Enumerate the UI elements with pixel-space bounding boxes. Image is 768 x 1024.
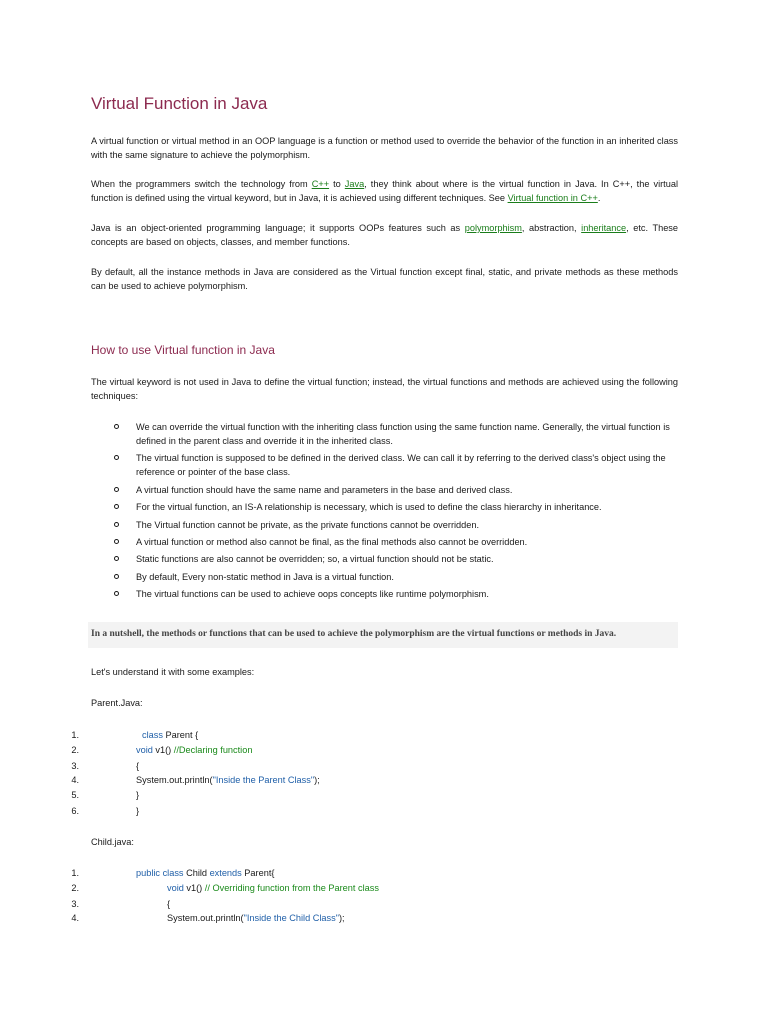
code-line: 1. class Parent { [0,730,768,744]
nutshell-text: In a nutshell, the methods or functions that can be used to achieve the polymorphism are the virtual functions or methods in Java. [91,629,617,639]
code-line: 4. System.out.println("Inside the Child Class"); [0,913,768,927]
techniques-list [112,420,678,605]
link-virtual-function-cpp[interactable]: Virtual function in C++ [507,193,598,203]
code-line: 3. { [0,761,768,775]
bullet-icon [114,539,119,544]
bullet-icon [114,424,119,429]
code-string: "Inside the Child Class" [243,913,339,923]
parent-file-label: Parent.Java: [91,698,143,708]
code-keyword: void [167,883,184,893]
list-item: A virtual function should have the same name and parameters in the base and derived class. [112,483,678,497]
line-number: 3. [71,761,79,771]
code-keyword: extends [209,868,242,878]
line-number: 6. [71,806,79,816]
list-item: Static functions are also cannot be overridden; so, a virtual function should not be static. [112,552,678,566]
intro-paragraph-2: When the programmers switch the technology from C++ to Java, they think about where is the virtual function in Java. In C++, the virtual function is defined using the virtual keyword, but in Java, it is achieved using different techniques. See Virtual function in C++. [91,179,678,203]
link-java[interactable]: Java [344,179,365,189]
child-file-label: Child.java: [91,837,134,847]
list-item: The virtual function is supposed to be defined in the derived class. We can call it by referring to the derived class's object using the reference or pointer of the base class. [112,451,678,479]
section-lead-paragraph: The virtual keyword is not used in Java to define the virtual function; instead, the virtual functions and methods are achieved using the following techniques: [91,377,678,401]
code-keyword: class [162,868,184,878]
code-comment: //Declaring function [173,745,253,755]
code-line: 6. } [0,806,768,820]
bullet-icon [114,487,119,492]
code-line: 2. void v1() //Declaring function [0,745,768,759]
bullet-icon [114,455,119,460]
list-item: A virtual function or method also cannot be final, as the final methods also cannot be overridden. [112,535,678,549]
line-number: 1. [71,730,79,740]
line-number: 1. [71,868,79,878]
list-item: The Virtual function cannot be private, as the private functions cannot be overridden. [112,518,678,532]
link-cpp[interactable]: C++ [311,179,330,189]
line-number: 2. [71,745,79,755]
code-keyword: void [136,745,153,755]
link-inheritance[interactable]: inheritance [581,223,627,233]
line-number: 3. [71,899,79,909]
intro-paragraph-4: By default, all the instance methods in Java are considered as the Virtual function except final, static, and private methods as these methods can be used to achieve polymorphism. [91,267,678,291]
code-comment: // Overriding function from the Parent class [204,883,379,893]
list-item: For the virtual function, an IS-A relationship is necessary, which is used to define the class hierarchy in inheritance. [112,500,678,514]
code-line: 4. System.out.println("Inside the Parent Class"); [0,775,768,789]
bullet-icon [114,556,119,561]
code-line: 1. public class Child extends Parent{ [0,868,768,882]
line-number: 2. [71,883,79,893]
link-polymorphism[interactable]: polymorphism [464,223,522,233]
intro-paragraph-3: Java is an object-oriented programming language; it supports OOPs features such as polymorphism, abstraction, inheritance, etc. These concepts are based on objects, classes, and member functions. [91,223,679,247]
code-string: "Inside the Parent Class" [212,775,315,785]
page-title: Virtual Function in Java [91,94,268,113]
bullet-icon [114,504,119,509]
code-keyword: class [142,730,163,740]
code-line: 2. void v1() // Overriding function from the Parent class [0,883,768,897]
bullet-icon [114,522,119,527]
bullet-icon [114,574,119,579]
nutshell-callout [88,622,678,648]
line-number: 5. [71,790,79,800]
list-item: We can override the virtual function with the inheriting class function using the same function name. Generally, the virtual function is defined in the parent class and override it in the inherited class. [112,420,678,448]
list-item: The virtual functions can be used to achieve oops concepts like runtime polymorphism. [112,587,678,601]
examples-intro: Let's understand it with some examples: [91,667,255,677]
list-item: By default, Every non-static method in Java is a virtual function. [112,570,678,584]
section-heading: How to use Virtual function in Java [91,343,275,357]
intro-paragraph-1: A virtual function or virtual method in an OOP language is a function or method used to override the behavior of the function in an inherited class with the same signature to achieve the polymorphism. [91,136,678,160]
line-number: 4. [71,913,79,923]
code-line: 3. { [0,899,768,913]
code-line: 5. } [0,790,768,804]
bullet-icon [114,591,119,596]
line-number: 4. [71,775,79,785]
code-keyword: public [136,868,161,878]
